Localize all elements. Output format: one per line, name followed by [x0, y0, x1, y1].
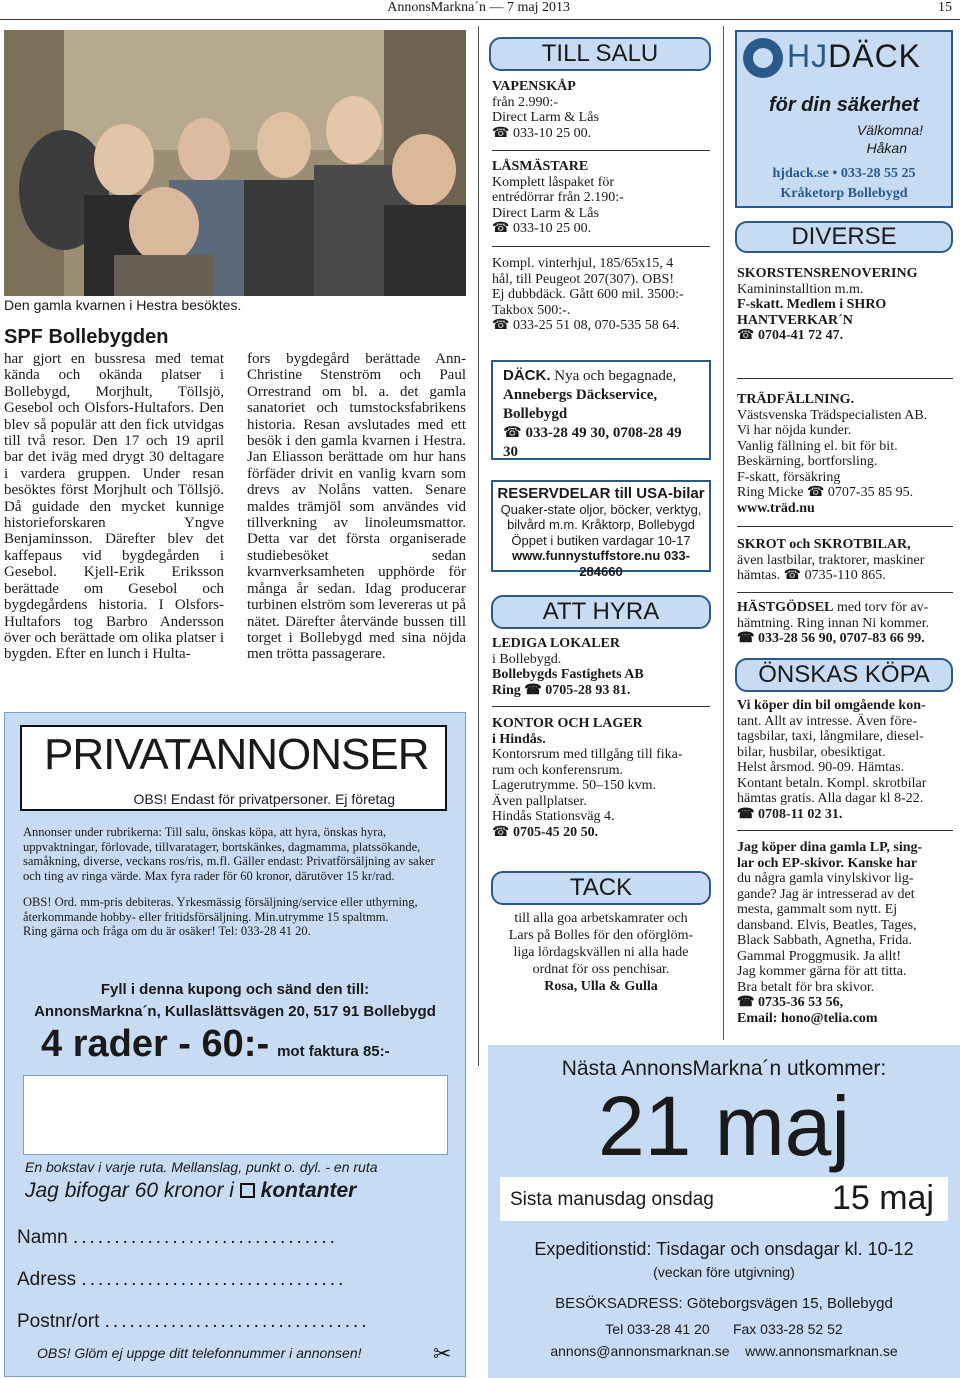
- private-ads-rules: Annonser under rubrikerna: Till salu, önskas köpa, att hyra, önskas hyra, uppvaktningar, förlovade, tillvaratagет, bortskänkes, dagmamma, platssökande, samåkning, diverse, veckans ros/ris, m.fl. Gäller endast: Privatförsäljning av saker och ting av ringa värde. Max fyra rader för 60 kronor, därutöver 15 kr/rad.: [23, 825, 435, 883]
- ad-line: Takbox 500:-.: [492, 302, 571, 318]
- ad-title: KONTOR OCH LAGER: [492, 716, 643, 731]
- ad-line: tant. Allt av intresse. Även före-: [737, 713, 918, 729]
- divider: [737, 526, 953, 527]
- ad-line: Jag köper dina gamla LP, sing-: [737, 840, 923, 855]
- ad-line: F-skatt. Medlem i SHRO: [737, 297, 887, 312]
- address-field[interactable]: [17, 1269, 346, 1291]
- coupon-rule-1: En bokstav i varje ruta. Mellanslag, punkt o. dyl. - en ruta: [25, 1159, 378, 1175]
- ad-line: Kompl. vinterhjul, 185/65x15, 4: [492, 256, 674, 271]
- private-ads-subtitle: OBS! Endast för privatpersoner. Ej företag: [133, 791, 395, 807]
- ad-line: Nya och begagnade,: [554, 368, 677, 384]
- coupon-payment-label: Jag bifogar 60 kronor i: [25, 1179, 234, 1202]
- ad-signature: Rosa, Ulla & Gulla: [544, 979, 658, 994]
- ad-phone: ☎ 0735-36 53 56,: [737, 995, 844, 1010]
- name-dots: ................................: [72, 1227, 338, 1248]
- ad-koper-bil: [737, 698, 955, 822]
- ad-line: tagsbilar, taxi, långmilare, diesel-: [737, 729, 924, 744]
- divider: [737, 592, 953, 593]
- ad-line: Bollebygd: [503, 406, 568, 422]
- ad-title: LEDIGA LOKALER: [492, 636, 620, 651]
- ad-line: Gammal Proggmusik. Ja allt!: [737, 948, 902, 964]
- brand-part: DÄCK: [828, 38, 922, 74]
- ad-phone: ☎ 0708-11 02 31.: [737, 806, 843, 822]
- name-label: Namn: [17, 1227, 68, 1248]
- ad-koper-skivor: [737, 840, 955, 1026]
- ad-phone: Ring ☎ 0705-28 93 81.: [492, 682, 631, 698]
- ad-kontor-lager: [492, 716, 712, 840]
- ad-title: LÅSMÄSTARE: [492, 159, 589, 174]
- ad-hastgodsel: [737, 600, 955, 647]
- article-photo: [4, 30, 466, 296]
- ad-line: F-skatt, försäkring: [737, 469, 841, 485]
- ad-vinterhjul: [492, 256, 712, 334]
- contact-mail-web[interactable]: annons@annonsmarknan.se www.annonsmarknan.se: [550, 1343, 898, 1359]
- cash-checkbox[interactable]: [240, 1183, 255, 1198]
- hjdack-place: Kråketorp Bollebygd: [780, 186, 908, 201]
- ad-title: DÄCK.: [503, 367, 551, 384]
- ad-line: Ej dubbdäck. Gått 600 mil. 3500:-: [492, 287, 684, 302]
- scissors-icon: ✂: [433, 1341, 452, 1366]
- ad-line: Direct Larm & Lås: [492, 205, 599, 221]
- section-att-hyra: ATT HYRA: [491, 595, 711, 629]
- section-tack: TACK: [491, 871, 711, 905]
- divider: [492, 706, 710, 707]
- tire-icon: [743, 38, 783, 78]
- ad-title: HÄSTGÖDSEL: [737, 600, 834, 615]
- ad-title: SKORSTENSRENOVERING: [737, 266, 918, 281]
- article: [4, 326, 224, 663]
- ad-phone: 033-25 51 08, 070-535 58 64.: [512, 318, 680, 333]
- ad-web[interactable]: www.funnystuffstore.nu 033-284660: [512, 548, 690, 579]
- hjdack-phone: 033-28 55 25: [840, 166, 916, 181]
- section-diverse: DIVERSE: [735, 221, 953, 253]
- page-number: 15: [938, 0, 952, 15]
- ad-phone: 0705-45 20 50.: [512, 824, 599, 840]
- divider: [737, 378, 953, 379]
- ad-line: lar och EP-skivor. Kanske har: [737, 855, 918, 871]
- ad-line: Lagerutrymme. 50–150 kvm.: [492, 778, 657, 793]
- postal-field[interactable]: [17, 1311, 447, 1333]
- ad-line: hämtas gratis. Alla dagar kl 8-22.: [737, 791, 924, 806]
- ad-line: Hindås Stationsväg 4.: [492, 809, 615, 824]
- hjdack-logo: [787, 38, 921, 75]
- issue-date: AnnonsMarkna´n — 7 maj 2013: [387, 0, 570, 15]
- postal-label: Postnr/ort: [17, 1311, 100, 1332]
- ad-line: mesta, gammalt som nytt. Ej: [737, 902, 898, 917]
- column-divider-1: [478, 26, 479, 1066]
- coupon-instruction: Fyll i denna kupong och sänd den till:: [100, 981, 370, 998]
- ad-line: Vi har nöjda kunder.: [737, 423, 852, 438]
- coupon-payment-cash: kontanter: [260, 1179, 357, 1202]
- coupon-text-grid[interactable]: [23, 1075, 448, 1155]
- ad-line: Jag kommer gärna för att titta.: [737, 964, 907, 979]
- header-rule: [0, 19, 960, 20]
- ad-title: i Hindås.: [492, 731, 546, 747]
- ad-line: Vi köper din bil omgående kon-: [737, 698, 926, 713]
- ad-line: Bra betalt för bra skivor.: [737, 979, 875, 995]
- private-ads-title-box: [20, 725, 447, 811]
- ad-line: du några gamla vinylskivor lig-: [737, 871, 914, 886]
- ad-line: gande? Jag är intresserad av det: [737, 886, 915, 902]
- divider: [492, 150, 710, 151]
- ad-line: Kamininstalltion m.m.: [737, 281, 864, 297]
- phone-icon: ☎: [492, 125, 510, 141]
- ad-tradfallning: [737, 392, 955, 516]
- ad-skorsten: [737, 266, 955, 344]
- visit-address: BESÖKSADRESS: Göteborgsvägen 15, Bollebygd: [555, 1295, 893, 1312]
- ad-line: Bollebygds Fastighets AB: [492, 667, 644, 682]
- ad-line: Beskärning, bortforsling.: [737, 454, 878, 469]
- section-onskas-kopa: ÖNSKAS KÖPA: [735, 658, 953, 692]
- next-issue-box: [488, 1045, 960, 1378]
- ad-vapenskap: [492, 79, 712, 141]
- ad-line: Västsvenska Trädspecialisten AB.: [737, 407, 928, 423]
- private-ads-contact: Ring gärna och fråga om du är osäker! Tel: 033-28 41 20.: [23, 924, 311, 938]
- opening-label: Expeditionstid:: [534, 1239, 652, 1259]
- hjdack-web[interactable]: hjdack.se: [772, 166, 829, 181]
- article-title: SPF Bollebygden: [4, 326, 169, 348]
- ad-line: med torv för av-: [836, 600, 929, 615]
- opening-hours: [488, 1239, 960, 1260]
- ad-line: rum och konferensrum.: [492, 762, 624, 778]
- ad-phone: Ring Micke ☎ 0707-35 85 95.: [737, 485, 914, 500]
- coupon-warning: OBS! Glöm ej uppge ditt telefonnummer i annonsen!: [37, 1345, 362, 1361]
- ad-line: entrédörrar från 2.190:-: [492, 190, 624, 205]
- page-header: [0, 0, 960, 18]
- ad-line: HANTVERKAR´N: [737, 312, 853, 328]
- ad-line: Vanlig fällning el. bit för bit.: [737, 438, 898, 454]
- ad-line: Black Sabbath, Agnetha, Frida.: [737, 933, 912, 948]
- article-col-1: har gjort en bussresa med temat kända och okända platser i Bollebygd, Morjhult, Töllsjö, Gesebol och Olsfors-Hultafors. Den blev så populär att den fick utvidgas till två resor. Den 17 och 19 april bar det iväg med drygt 30 deltagare i vardera gruppen. Under resan besöktes först Morjhult och Töllsjö. Då guidade den mycket kunnige historieforskaren Yngve Benjaminsson. Därefter blev det kaffepaus vid bygdegården i Gesebol. Kjell-Erik Eriksson berättade om Gesebol och bygdegårdens historia. I Olsfors-Hultafors tog Barbro Andersson över och berättade om olika platser i bygden. Efter en lunch i Hulta-: [4, 351, 224, 663]
- ad-line: Lars på Bolles för den oförglöm-: [508, 928, 694, 943]
- brand-part: HJ: [787, 38, 829, 74]
- phone-icon: ☎: [492, 824, 510, 840]
- hjdack-welcome: Välkomna!: [856, 122, 923, 138]
- ad-phone: 033-10 25 00.: [512, 125, 592, 141]
- ad-line: Helst årsmod. 90-09. Hämtas.: [737, 760, 905, 775]
- divider: [492, 246, 710, 247]
- hjdack-tagline: för din säkerhet: [768, 94, 920, 116]
- ad-phone: hämtas. ☎ 0735-110 865.: [737, 568, 886, 583]
- ad-skrot: [737, 537, 955, 584]
- ad-line: dansband. Elvis, Beatles, Tages,: [737, 917, 917, 933]
- ad-web[interactable]: www.träd.nu: [737, 500, 815, 516]
- ad-phone: ☎ 033-28 56 90, 0707-83 66 99.: [737, 631, 925, 646]
- ad-dack: [491, 360, 711, 460]
- private-ads-title: PRIVATANNONSER: [44, 730, 429, 779]
- phone-icon: ☎: [503, 425, 522, 441]
- phone-icon: ☎: [492, 221, 510, 236]
- opening-note: (veckan före utgivning): [653, 1264, 795, 1280]
- ad-tack: [488, 910, 714, 995]
- phone-icon: ☎: [492, 318, 510, 333]
- deadline-label: Sista manusdag onsdag: [510, 1189, 714, 1210]
- ad-line: bilvård m.m. Kråktorp, Bollebygd: [507, 517, 695, 532]
- ad-title: TRÄDFÄLLNING.: [737, 392, 855, 407]
- divider: [737, 830, 953, 831]
- phone-icon: ☎: [737, 328, 755, 343]
- deadline-box: [500, 1177, 948, 1221]
- ad-line: Annebergs Däckservice,: [503, 387, 658, 403]
- ad-email[interactable]: Email: hono@telia.com: [737, 1010, 878, 1026]
- ad-line: Kontant betaln. Kompl. skrotbilar: [737, 775, 927, 791]
- ad-line: Quaker-state oljor, böcker, verktyg,: [500, 501, 702, 517]
- ad-phone: 0704-41 72 47.: [757, 328, 844, 343]
- ad-line: från 2.990:-: [492, 94, 559, 110]
- ad-line: Öppet i butiken vardagar 10-17: [511, 532, 691, 548]
- ad-lasmastare: [492, 159, 712, 237]
- deadline-date: 15 maj: [831, 1179, 934, 1217]
- opening-times: Tisdagar och onsdagar kl. 10-12: [656, 1239, 914, 1259]
- name-field[interactable]: [17, 1227, 338, 1249]
- ad-line: även lastbilar, traktorer, maskiner: [737, 552, 925, 568]
- section-till-salu: TILL SALU: [489, 37, 711, 71]
- next-issue-date: 21 maj: [597, 1079, 851, 1173]
- ad-line: hämtning. Ring innan Ni kommer.: [737, 615, 930, 631]
- column-divider-2: [723, 26, 724, 1040]
- private-ads-coupon: [4, 712, 466, 1377]
- ad-line: Även pallplatser.: [492, 793, 587, 809]
- ad-title: SKROT och SKROTBILAR,: [737, 537, 911, 552]
- ad-line: bilar, husbilar, obesiktigat.: [737, 744, 886, 760]
- ad-line: till alla goa arbetskamrater och: [514, 911, 688, 926]
- article-col-2: fors bygdegård berättade Ann-Christine Stenström och Paul Orrestrand om bl. a. det gamla sanatoriet och tumstocksfabrikens historia. Resan avslutades med ett besök i den gamla kvarnen i Hestra. Jan Eliasson berättade om hur hans förfäder drivit en vanlig kvarn som drevs av Nolåns vatten. Senare maldes trämjöl som användes vid tillverkning av linoleumsmattor. Detta var det första organiserade studiebesöket sedan kvarnverksamheten upphörde för många år sedan. Idag producerar turbinen elström som levereras ut på nätet. Därefter återvände bussen till torget i Bollebygd med sina nöjda men trötta passagerare.: [247, 351, 466, 663]
- ad-line: Kontorsrum med tillgång till fika-: [492, 747, 683, 762]
- ad-title: RESERVDELAR till USA-bilar: [497, 485, 705, 502]
- address-dots: ................................: [81, 1269, 347, 1290]
- postal-dots: ................................: [104, 1311, 370, 1332]
- private-ads-note: OBS! Ord. mm-pris debiteras. Yrkesmässig försäljning/service eller uthyrning, återkommande hobby- eller fritidsförsäljning. Min.utrymme 15 spaltmm.: [23, 895, 418, 924]
- coupon-address: AnnonsMarkna´n, Kullaslättsvägen 20, 517 91 Bollebygd: [34, 1003, 436, 1020]
- hjdack-name: Håkan: [866, 140, 907, 156]
- coupon-price: 4 rader - 60:-: [41, 1023, 270, 1065]
- ad-line: Direct Larm & Lås: [492, 110, 599, 125]
- ad-line: hål, till Peugeot 207(307). OBS!: [492, 271, 674, 287]
- ad-line: Komplett låspaket för: [492, 174, 615, 190]
- ad-reservdelar: [491, 480, 711, 579]
- ad-lediga-lokaler: [492, 636, 712, 698]
- hjdack-ad: HJDÄCK för din säkerhet Välkomna! Håkan hjdack.se • 033-28 55 25 Kråketorp Bollebygd: [735, 30, 953, 208]
- next-issue-heading: Nästa AnnonsMarkna´n utkommer:: [561, 1057, 887, 1080]
- contact-phone-fax: Tel 033-28 41 20 Fax 033-28 52 52: [605, 1321, 843, 1337]
- coupon-price-note: mot faktura 85:-: [277, 1043, 390, 1060]
- address-label: Adress: [17, 1269, 77, 1290]
- photo-caption: Den gamla kvarnen i Hestra besöktes.: [4, 297, 242, 313]
- ad-title: VAPENSKÅP: [492, 79, 576, 94]
- ad-phone: 033-28 49 30, 0708-28 49 30: [503, 425, 682, 460]
- ad-line: i Bollebygd.: [492, 651, 562, 667]
- ad-line: liga lördagskvällen ni alla hade: [513, 945, 689, 960]
- ad-line: ordnat för oss penchisar.: [532, 962, 670, 977]
- ad-phone: 033-10 25 00.: [512, 221, 592, 236]
